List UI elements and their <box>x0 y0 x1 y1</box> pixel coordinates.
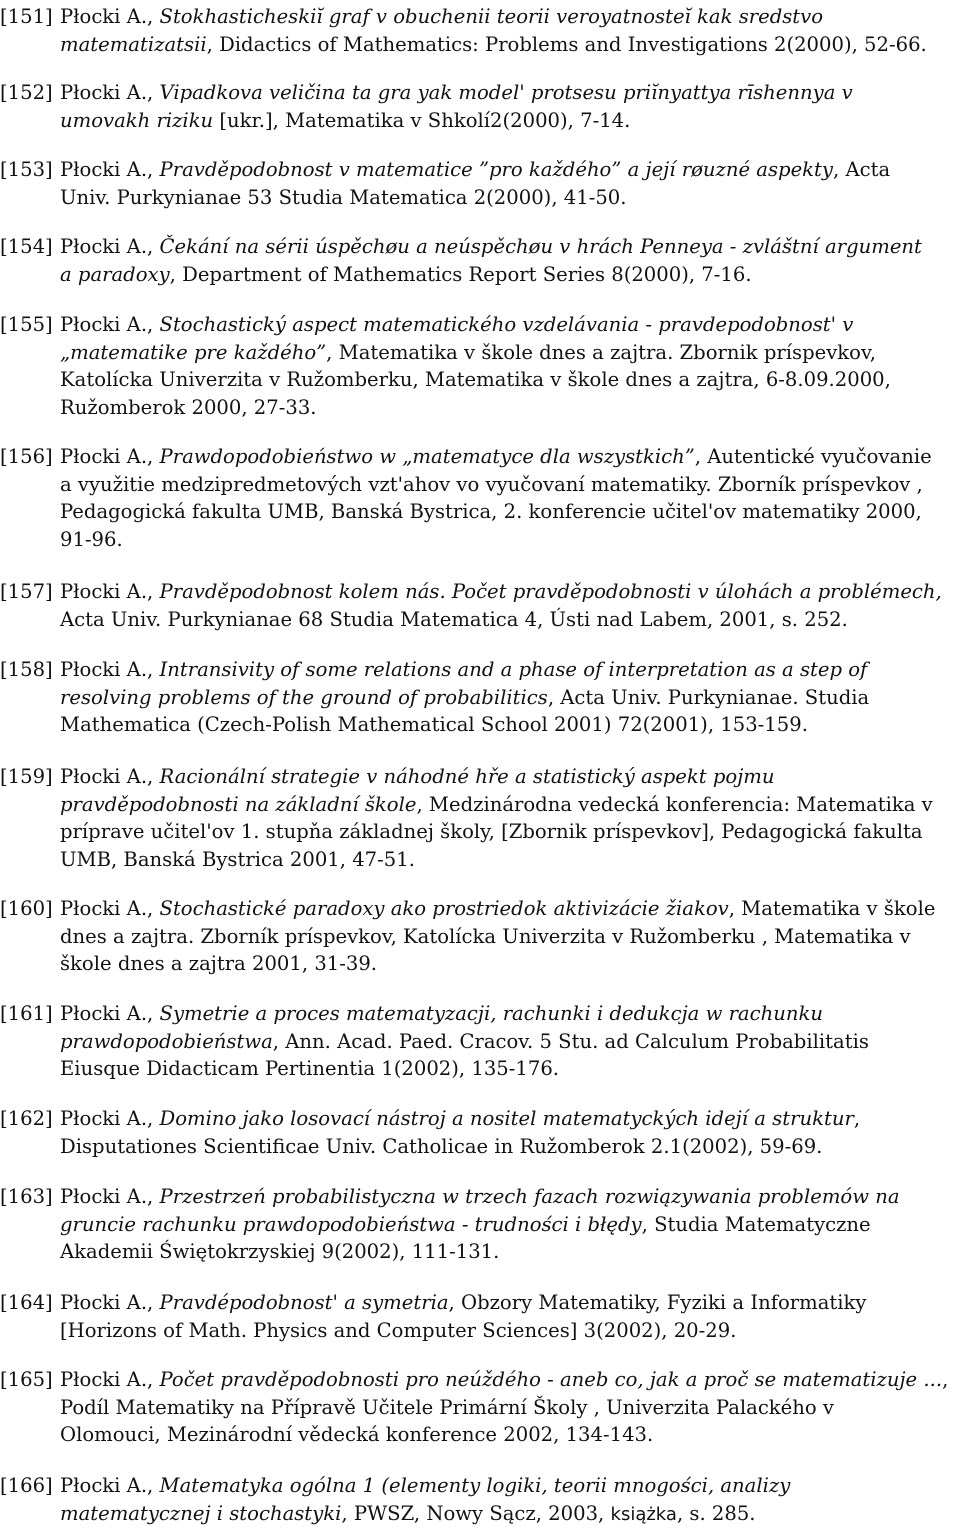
reference-title-text: Domino jako losovací nástroj a nositel matematyckých idejí a struktur <box>159 1107 854 1130</box>
reference-title-text: „matematike pre každého” <box>60 340 327 364</box>
reference-first-line <box>0 1000 960 1028</box>
reference-continuation-line <box>0 1394 960 1422</box>
reference-title-text: prawdopodobieństwa <box>60 1029 273 1053</box>
reference-number: [151] <box>0 5 53 28</box>
reference-continuation-line <box>0 339 960 367</box>
reference-title-text: Pravděpodobnost v matematice ”pro každého” a její røuzné aspekty <box>159 158 833 181</box>
reference-number: [166] <box>0 1474 53 1497</box>
reference-text: Płocki A., <box>60 1002 160 1025</box>
reference-entry <box>0 1105 960 1160</box>
reference-text: , Acta <box>833 158 891 181</box>
reference-text: Płocki A., <box>60 5 160 28</box>
reference-text: , PWSZ, Nowy Sącz, 2003, <box>341 1501 611 1525</box>
reference-continuation-line <box>0 1421 960 1449</box>
reference-title-text: Stochastický aspect matematického vzdelávania - pravdepodobnost' v <box>159 313 854 336</box>
reference-title-text: Matematyka ogólna 1 (elementy logiki, teorii mnogości, analizy <box>159 1474 791 1497</box>
reference-title-text: a paradoxy <box>60 262 170 286</box>
reference-text: UMB, Banská Bystrica 2001, 47-51. <box>60 847 415 871</box>
reference-text: , Studia Matematyczne <box>641 1212 871 1236</box>
reference-continuation-line <box>0 184 960 212</box>
reference-entry <box>0 895 960 978</box>
reference-entry <box>0 1000 960 1083</box>
reference-title-text: umovakh riziku <box>60 108 214 132</box>
reference-text: Disputationes Scientificae Univ. Catholicae in Ružomberok 2.1(2002), 59-69. <box>60 1134 823 1158</box>
reference-text: Płocki A., <box>60 1368 160 1391</box>
reference-text: , Obzory Matematiky, Fyziki a Informatiky <box>448 1291 867 1314</box>
reference-title-text: Racionální strategie v náhodné hře a statistický aspekt pojmu <box>159 765 775 788</box>
reference-text: Podíl Matematiky na Přípravě Učitele Primární Školy , Univerzita Palackého v <box>60 1395 834 1419</box>
reference-title-text: Vipadkova veličina ta gra yak model' protsesu priĭnyattya rīshennya v <box>159 81 853 104</box>
reference-title-text: Symetrie a proces matematyzacji, rachunki i dedukcja w rachunku <box>159 1002 823 1025</box>
reference-title-text: matematycznej i stochastyki <box>60 1501 342 1525</box>
reference-text: Ružomberok 2000, 27-33. <box>60 395 317 419</box>
reference-text: Płocki A., <box>60 81 160 104</box>
reference-text: , Acta Univ. Purkynianae. Studia <box>547 685 870 709</box>
reference-continuation-line <box>0 471 960 499</box>
reference-first-line <box>0 156 960 184</box>
reference-first-line <box>0 1105 960 1133</box>
reference-number: [154] <box>0 235 53 258</box>
reference-title-text: Intransivity of some relations and a phase of interpretation as a step of <box>159 658 868 681</box>
reference-text: Płocki A., <box>60 445 160 468</box>
reference-title-text: matematizatsii <box>60 32 207 56</box>
reference-first-line <box>0 763 960 791</box>
reference-text: 91-96. <box>60 527 123 551</box>
reference-continuation-line <box>0 818 960 846</box>
reference-continuation-line <box>0 107 960 135</box>
reference-number: [156] <box>0 445 53 468</box>
reference-title-text: resolving problems of the ground of probabilitics <box>60 685 548 709</box>
reference-continuation-line <box>0 846 960 874</box>
reference-entry <box>0 311 960 421</box>
reference-continuation-line <box>0 684 960 712</box>
reference-entry <box>0 1366 960 1449</box>
reference-text: , Matematika v škole <box>728 897 936 920</box>
reference-first-line <box>0 233 960 261</box>
reference-continuation-line <box>0 394 960 422</box>
reference-text: Pedagogická fakulta UMB, Banská Bystrica, 2. konferencie učitel'ov matematiky 2000, <box>60 500 922 523</box>
reference-title-text: Pravdépodobnost' a symetria <box>159 1291 449 1314</box>
reference-continuation-line <box>0 366 960 394</box>
reference-text: škole dnes a zajtra 2001, 31-39. <box>60 952 378 975</box>
reference-number: [152] <box>0 81 53 104</box>
reference-first-line <box>0 1366 960 1394</box>
reference-entry <box>0 578 960 633</box>
reference-text: Płocki A., <box>60 765 160 788</box>
reference-text: Płocki A., <box>60 235 160 258</box>
reference-text: dnes a zajtra. Zborník príspevkov, Katolícka Univerzita v Ružomberku , Matematika v <box>60 924 911 948</box>
reference-text: Akademii Świętokrzyskiej 9(2002), 111-131. <box>60 1240 500 1263</box>
reference-continuation-line <box>0 923 960 951</box>
reference-text: Płocki A., <box>60 1474 160 1497</box>
reference-text: [ukr.], Matematika v Shkolí2(2000), 7-14. <box>213 108 631 132</box>
reference-entry <box>0 443 960 553</box>
reference-first-line <box>0 443 960 471</box>
reference-text: , s. 285. <box>676 1501 756 1525</box>
reference-continuation-line <box>0 1238 960 1266</box>
reference-first-line <box>0 79 960 107</box>
reference-text: , Medzinárodna vedecká konferencia: Matematika v <box>416 792 933 816</box>
reference-continuation-line <box>0 31 960 59</box>
reference-text: , <box>942 1368 949 1391</box>
reference-number: [165] <box>0 1368 53 1391</box>
reference-continuation-line <box>0 526 960 554</box>
reference-title-text: gruncie rachunku prawdopodobieństwa - trudności i błędy <box>60 1212 642 1236</box>
reference-text: [Horizons of Math. Physics and Computer Sciences] 3(2002), 20-29. <box>60 1318 737 1342</box>
reference-title-text: Pravděpodobnost kolem nás. Počet pravděpodobnosti v úlohách a problémech, <box>159 580 942 603</box>
reference-number: [153] <box>0 158 53 181</box>
reference-title-text: Čekání na sérii úspěchøu a neúspěchøu v hrách Penneya - zvláštní argument <box>159 235 922 258</box>
reference-entry <box>0 156 960 211</box>
reference-text: Płocki A., <box>60 1107 160 1130</box>
reference-entry <box>0 3 960 58</box>
reference-entry <box>0 1472 960 1527</box>
reference-title-text: Stochastické paradoxy ako prostriedok aktivizácie žiakov <box>159 897 729 920</box>
reference-number: [161] <box>0 1002 53 1025</box>
reference-first-line <box>0 1183 960 1211</box>
reference-entry <box>0 79 960 134</box>
reference-text: Płocki A., <box>60 1185 160 1208</box>
reference-continuation-line <box>0 1211 960 1239</box>
reference-title-text: Prawdopodobieństwo w „matematyce dla wszystkich” <box>159 445 695 468</box>
reference-first-line <box>0 656 960 684</box>
reference-text: , <box>853 1107 861 1130</box>
reference-text: Płocki A., <box>60 313 160 336</box>
reference-title-text: Počet pravděpodobnosti pro neúždého - aneb co, jak a proč se matematizuje ... <box>159 1368 943 1391</box>
reference-first-line <box>0 895 960 923</box>
reference-entry <box>0 1289 960 1344</box>
reference-continuation-line <box>0 791 960 819</box>
reference-text: , Matematika v škole dnes a zajtra. Zbornik príspevkov, <box>326 340 876 364</box>
reference-text: Katolícka Univerzita v Ružomberku, Matematika v škole dnes a zajtra, 6-8.09.2000, <box>60 368 891 391</box>
reference-continuation-line <box>0 498 960 526</box>
reference-text: Płocki A., <box>60 158 160 181</box>
reference-title-text: Stokhasticheskiĭ graf v obuchenii teorii veroyatnosteĭ kak sredstvo <box>159 5 824 28</box>
reference-first-line <box>0 1472 960 1500</box>
reference-text: Univ. Purkynianae 53 Studia Matematica 2(2000), 41-50. <box>60 185 627 209</box>
reference-text: príprave učitel'ov 1. stupňa základnej školy, [Zbornik príspevkov], Pedagogická fakulta <box>60 820 923 843</box>
reference-continuation-line <box>0 261 960 289</box>
reference-text: , Didactics of Mathematics: Problems and Investigations 2(2000), 52-66. <box>206 32 927 56</box>
reference-continuation-line <box>0 606 960 634</box>
reference-text: Płocki A., <box>60 580 160 603</box>
reference-number: [163] <box>0 1185 53 1208</box>
reference-text: Mathematica (Czech-Polish Mathematical School 2001) 72(2001), 153-159. <box>60 713 808 736</box>
reference-text: Acta Univ. Purkynianae 68 Studia Matematica 4, Ústi nad Labem, 2001, s. 252. <box>60 607 848 631</box>
reference-number: [160] <box>0 897 53 920</box>
reference-text: , Autentické vyučovanie <box>694 445 932 468</box>
reference-continuation-line <box>0 1500 960 1528</box>
reference-first-line <box>0 1289 960 1317</box>
reference-title-text: Przestrzeń probabilistyczna w trzech fazach rozwiązywania problemów na <box>159 1185 900 1208</box>
reference-number: [155] <box>0 313 53 336</box>
reference-text: , Department of Mathematics Report Series 8(2000), 7-16. <box>169 262 752 286</box>
reference-number: [164] <box>0 1291 53 1314</box>
reference-continuation-line <box>0 950 960 978</box>
reference-number: [159] <box>0 765 53 788</box>
reference-continuation-line <box>0 1055 960 1083</box>
reference-number: [157] <box>0 580 53 603</box>
reference-text: Eiusque Didacticam Pertinentia 1(2002), 135-176. <box>60 1057 560 1080</box>
reference-continuation-line <box>0 1028 960 1056</box>
reference-text: książka <box>610 1503 677 1525</box>
reference-entry <box>0 656 960 739</box>
reference-number: [158] <box>0 658 53 681</box>
reference-entry <box>0 1183 960 1266</box>
reference-entry <box>0 233 960 288</box>
reference-text: Płocki A., <box>60 1291 160 1314</box>
reference-text: Olomouci, Mezinárodní vědecká konference 2002, 134-143. <box>60 1423 654 1446</box>
reference-title-text: pravděpodobnosti na základní škole <box>60 792 417 816</box>
reference-text: Płocki A., <box>60 897 160 920</box>
reference-continuation-line <box>0 1317 960 1345</box>
reference-continuation-line <box>0 711 960 739</box>
reference-text: a využitie medzipredmetových vzt'ahov vo vyučovaní matematiky. Zborník príspevkov , <box>60 472 923 496</box>
reference-number: [162] <box>0 1107 53 1130</box>
reference-continuation-line <box>0 1133 960 1161</box>
reference-first-line <box>0 3 960 31</box>
reference-entry <box>0 763 960 873</box>
reference-text: , Ann. Acad. Paed. Cracov. 5 Stu. ad Calculum Probabilitatis <box>272 1029 869 1053</box>
reference-text: Płocki A., <box>60 658 160 681</box>
reference-first-line <box>0 578 960 606</box>
reference-first-line <box>0 311 960 339</box>
